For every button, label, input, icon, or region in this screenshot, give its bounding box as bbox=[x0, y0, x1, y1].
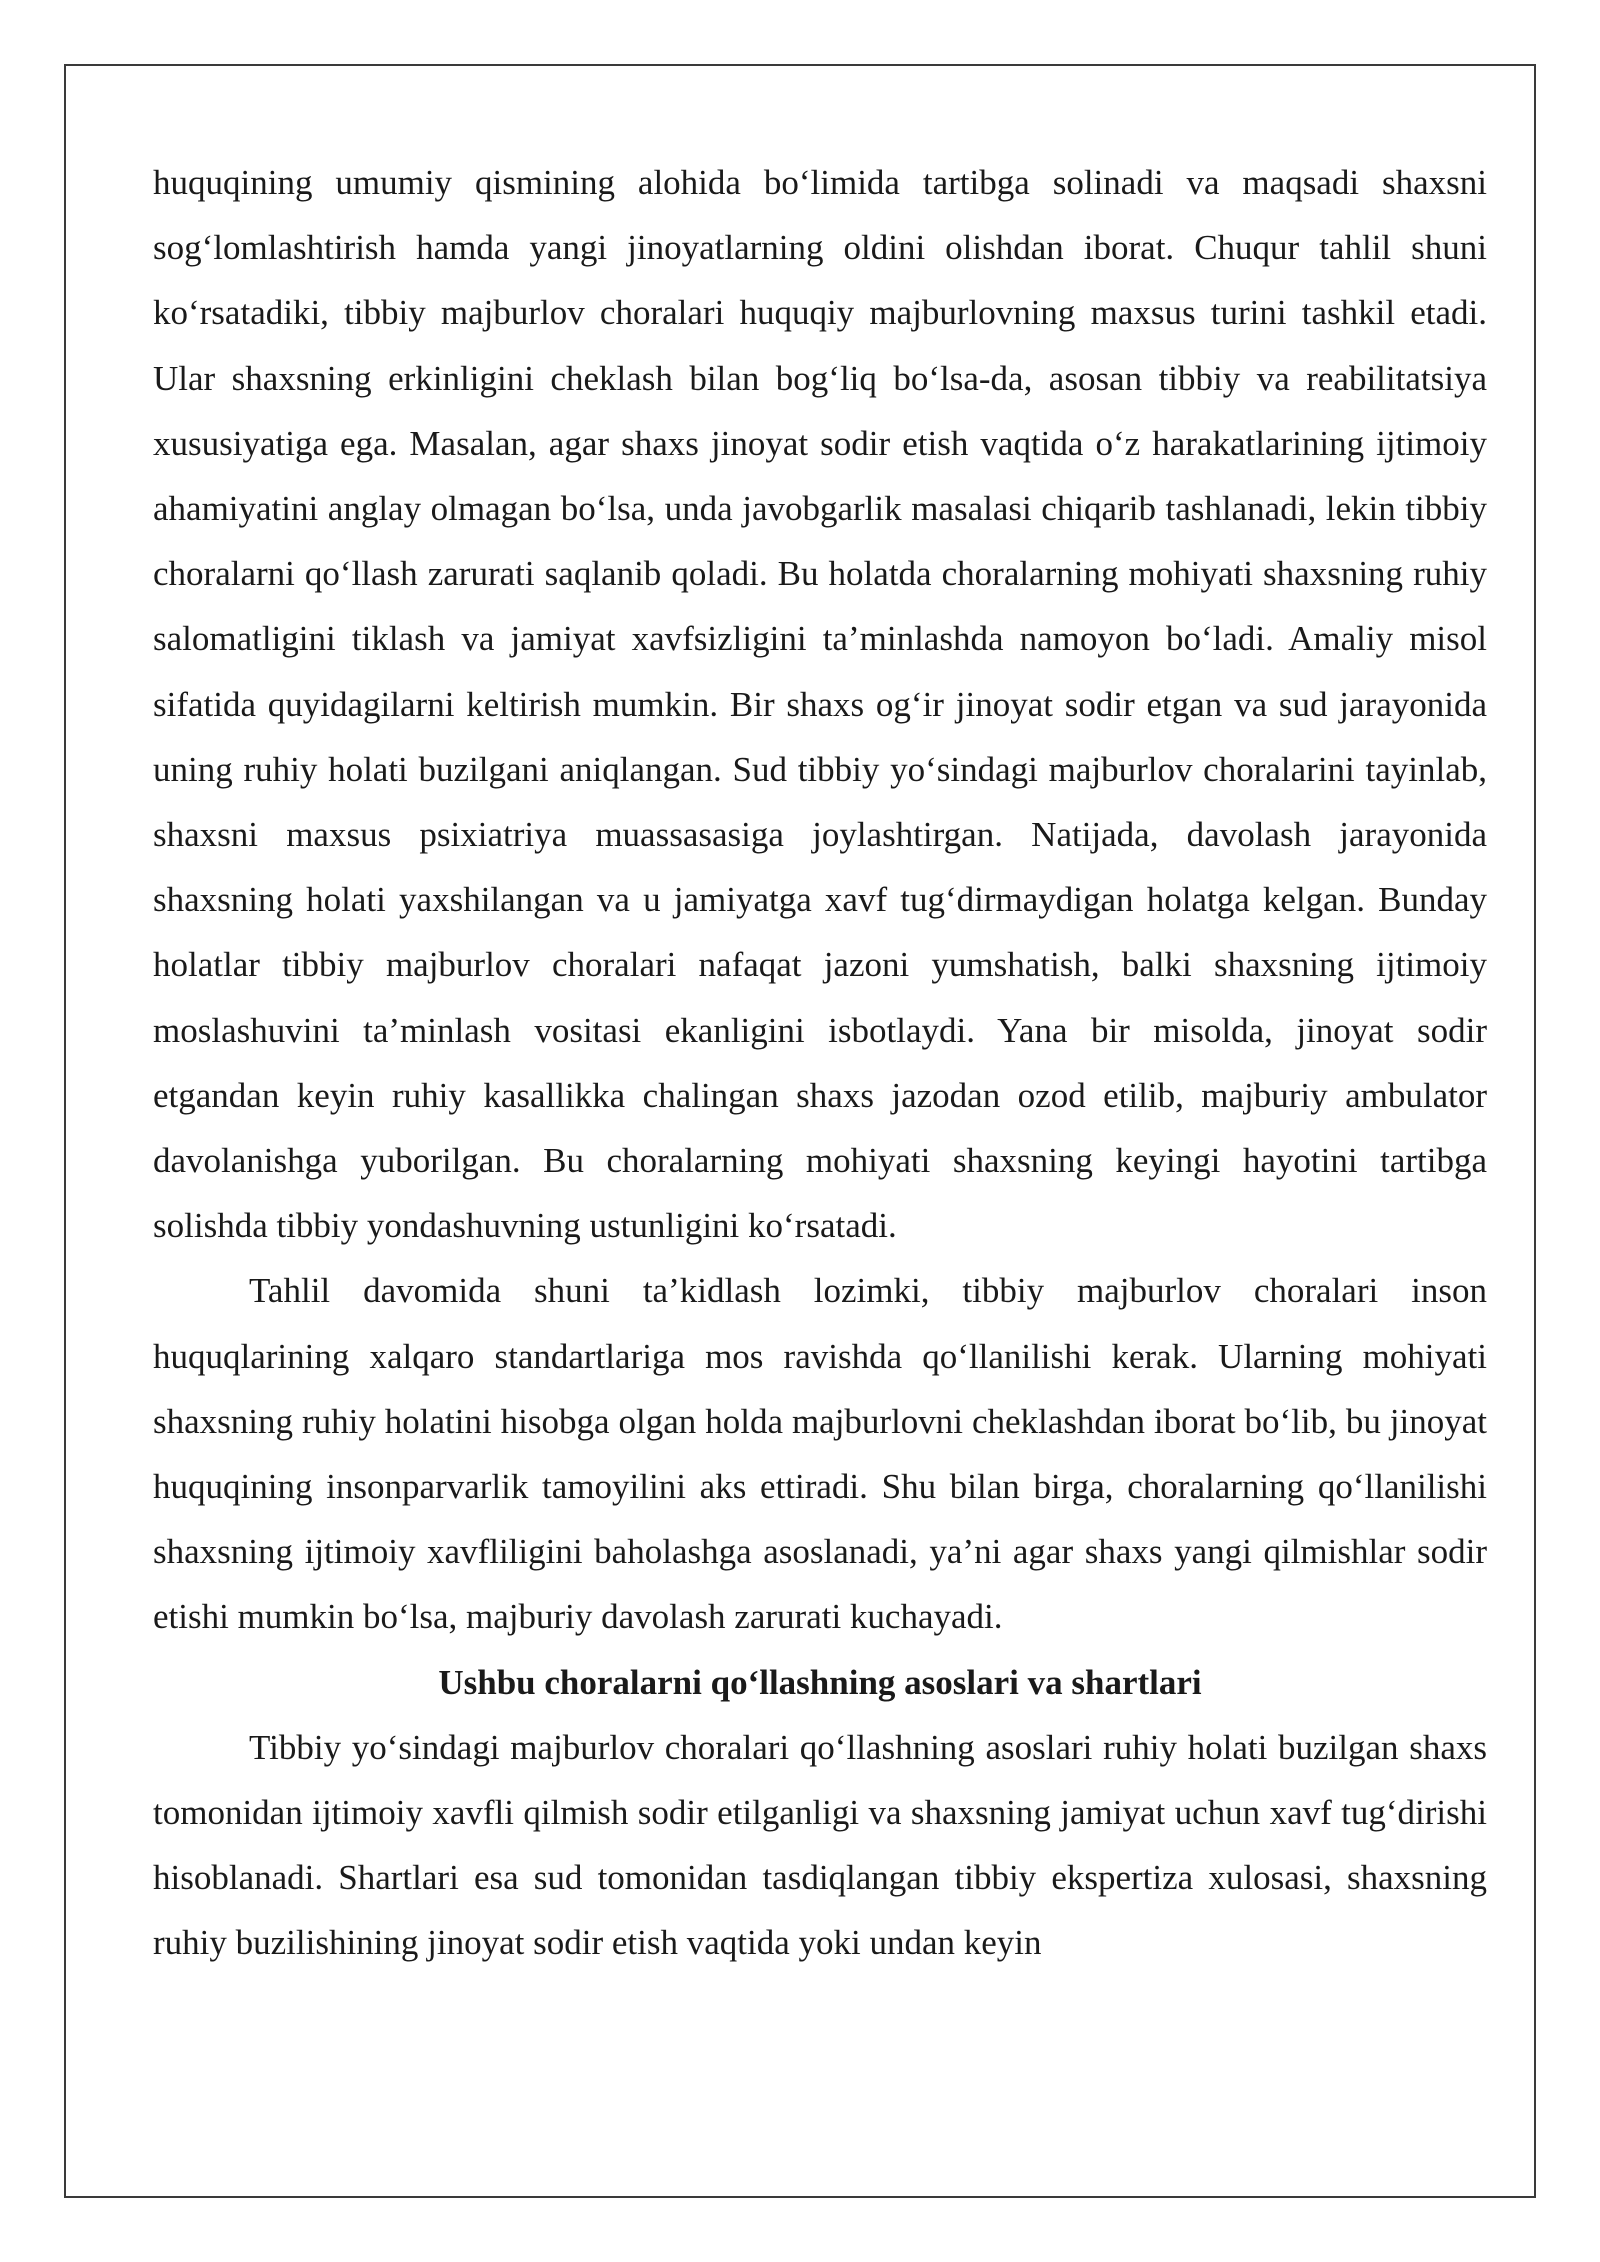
section-heading: Ushbu choralarni qo‘llashning asoslari va shartlari bbox=[438, 1662, 1202, 1702]
paragraph-1: huquqining umumiy qismining alohida bo‘limida tartibga solinadi va maqsadi shaxsni sog‘lomlashtirish hamda yangi jinoyatlarning oldini olishdan iborat. Chuqur tahlil shuni ko‘rsatadiki, tibbiy majburlov choralari huquqiy majburlovning maxsus turini tashkil etadi. Ular shaxsning erkinligini cheklash bilan bog‘liq bo‘lsa-da, asosan tibbiy va reabilitatsiya xususiyatiga ega. Masalan, agar shaxs jinoyat sodir etish vaqtida o‘z harakatlarining ijtimoiy ahamiyatini anglay olmagan bo‘lsa, unda javobgarlik masalasi chiqarib tashlanadi, lekin tibbiy choralarni qo‘llash zarurati saqlanib qoladi. Bu holatda choralarning mohiyati shaxsning ruhiy salomatligini tiklash va jamiyat xavfsizligini ta’minlashda namoyon bo‘ladi. Amaliy misol sifatida quyidagilarni keltirish mumkin. Bir shaxs og‘ir jinoyat sodir etgan va sud jarayonida uning ruhiy holati buzilgani aniqlangan. Sud tibbiy yo‘sindagi majburlov choralarini tayinlab, shaxsni maxsus psixiatriya muassasasiga joylashtirgan. Natijada, davolash jarayonida shaxsning holati yaxshilangan va u jamiyatga xavf tug‘dirmaydigan holatga kelgan. Bunday holatlar tibbiy majburlov choralari nafaqat jazoni yumshatish, balki shaxsning ijtimoiy moslashuvini ta’minlash vositasi ekanligini isbotlaydi. Yana bir misolda, jinoyat sodir etgandan keyin ruhiy kasallikka chalingan shaxs jazodan ozod etilib, majburiy ambulator davolanishga yuborilgan. Bu choralarning mohiyati shaxsning keyingi hayotini tartibga solishda tibbiy yondashuvning ustunligini ko‘rsatadi. bbox=[153, 163, 1487, 1246]
document-body bbox=[153, 150, 1487, 1976]
paragraph-2: Tahlil davomida shuni ta’kidlash lozimki, tibbiy majburlov choralari inson huquqlarining xalqaro standartlariga mos ravishda qo‘llanilishi kerak. Ularning mohiyati shaxsning ruhiy holatini hisobga olgan holda majburlovni cheklashdan iborat bo‘lib, bu jinoyat huquqining insonparvarlik tamoyilini aks ettiradi. Shu bilan birga, choralarning qo‘llanilishi shaxsning ijtimoiy xavfliligini baholashga asoslanadi, ya’ni agar shaxs yangi qilmishlar sodir etishi mumkin bo‘lsa, majburiy davolash zarurati kuchayadi. bbox=[153, 1271, 1487, 1637]
paragraph-3: Tibbiy yo‘sindagi majburlov choralari qo‘llashning asoslari ruhiy holati buzilgan shaxs tomonidan ijtimoiy xavfli qilmish sodir etilganligi va shaxsning jamiyat uchun xavf tug‘dirishi hisoblanadi. Shartlari esa sud tomonidan tasdiqlangan tibbiy ekspertiza xulosasi, shaxsning ruhiy buzilishining jinoyat sodir etish vaqtida yoki undan keyin bbox=[153, 1727, 1487, 1963]
